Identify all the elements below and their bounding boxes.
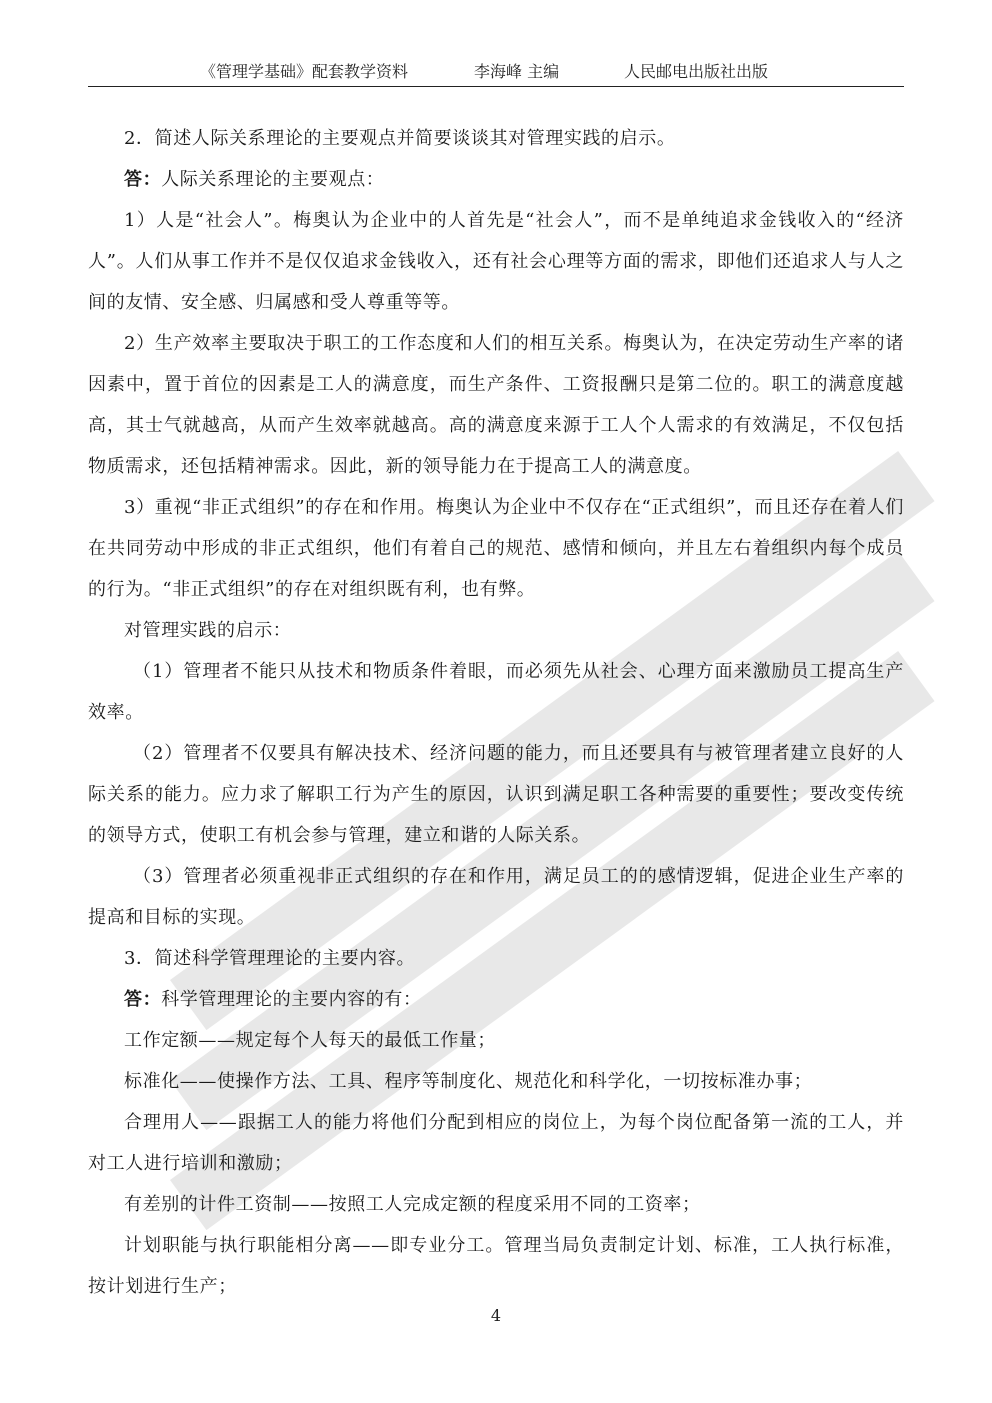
question-3: 3．简述科学管理理论的主要内容。	[124, 948, 416, 969]
header-publisher: 人民邮电出版社出版	[624, 62, 769, 81]
content-item-4: 有差别的计件工资制——按照工人完成定额的程度采用不同的工资率；	[124, 1194, 701, 1215]
page-header	[88, 58, 904, 87]
answer-label: 答：	[124, 989, 162, 1010]
inspiration-2: （2）管理者不仅要具有解决技术、经济问题的能力，而且还要具有与被管理者建立良好的人际关系的能力。应力求了解职工行为产生的原因，认识到满足职工各种需要的重要性；要改变传统的领导方式，使职工有机会参与管理，建立和谐的人际关系。	[88, 743, 904, 846]
answer-label: 答：	[124, 169, 162, 190]
content-item-3: 合理用人——跟据工人的能力将他们分配到相应的岗位上，为每个岗位配备第一流的工人，并对工人进行培训和激励；	[88, 1112, 904, 1174]
inspiration-3: （3）管理者必须重视非正式组织的存在和作用，满足员工的的感情逻辑，促进企业生产率的提高和目标的实现。	[88, 866, 904, 928]
page-number: 4	[490, 1306, 502, 1325]
inspiration-heading: 对管理实践的启示：	[124, 620, 292, 641]
header-editor: 李海峰 主编	[474, 62, 560, 81]
content-item-5: 计划职能与执行职能相分离——即专业分工。管理当局负责制定计划、标准，工人执行标准，按计划进行生产；	[88, 1235, 904, 1297]
answer-2-intro-text: 人际关系理论的主要观点：	[161, 169, 385, 190]
answer-3-intro-text: 科学管理理论的主要内容的有：	[161, 989, 422, 1010]
content-item-1: 工作定额——规定每个人每天的最低工作量；	[124, 1030, 496, 1051]
header-book-title: 《管理学基础》配套教学资料	[200, 62, 409, 81]
inspiration-1: （1）管理者不能只从技术和物质条件着眼，而必须先从社会、心理方面来激励员工提高生产效率。	[88, 661, 904, 723]
point-3: 3）重视“非正式组织”的存在和作用。梅奥认为企业中不仅存在“正式组织”，而且还存在着人们在共同劳动中形成的非正式组织，他们有着自己的规范、感情和倾向，并且左右着组织内每个成员的行为。“非正式组织”的存在对组织既有利，也有弊。	[88, 497, 904, 600]
answer-3-intro	[88, 979, 904, 1020]
content-item-2: 标准化——使操作方法、工具、程序等制度化、规范化和科学化，一切按标准办事；	[124, 1071, 813, 1092]
point-1: 1）人是“社会人”。梅奥认为企业中的人首先是“社会人”，而不是单纯追求金钱收入的“经济人”。人们从事工作并不是仅仅追求金钱收入，还有社会心理等方面的需求，即他们还追求人与人之间的友情、安全感、归属感和受人尊重等等。	[88, 210, 904, 313]
question-2: 2．简述人际关系理论的主要观点并简要谈谈其对管理实践的启示。	[124, 128, 676, 149]
point-2: 2）生产效率主要取决于职工的工作态度和人们的相互关系。梅奥认为，在决定劳动生产率的诸因素中，置于首位的因素是工人的满意度，而生产条件、工资报酬只是第二位的。职工的满意度越高，其士气就越高，从而产生效率就越高。高的满意度来源于工人个人需求的有效满足，不仅包括物质需求，还包括精神需求。因此，新的领导能力在于提高工人的满意度。	[88, 333, 904, 477]
document-body	[88, 118, 904, 1307]
answer-2-intro	[88, 159, 904, 200]
